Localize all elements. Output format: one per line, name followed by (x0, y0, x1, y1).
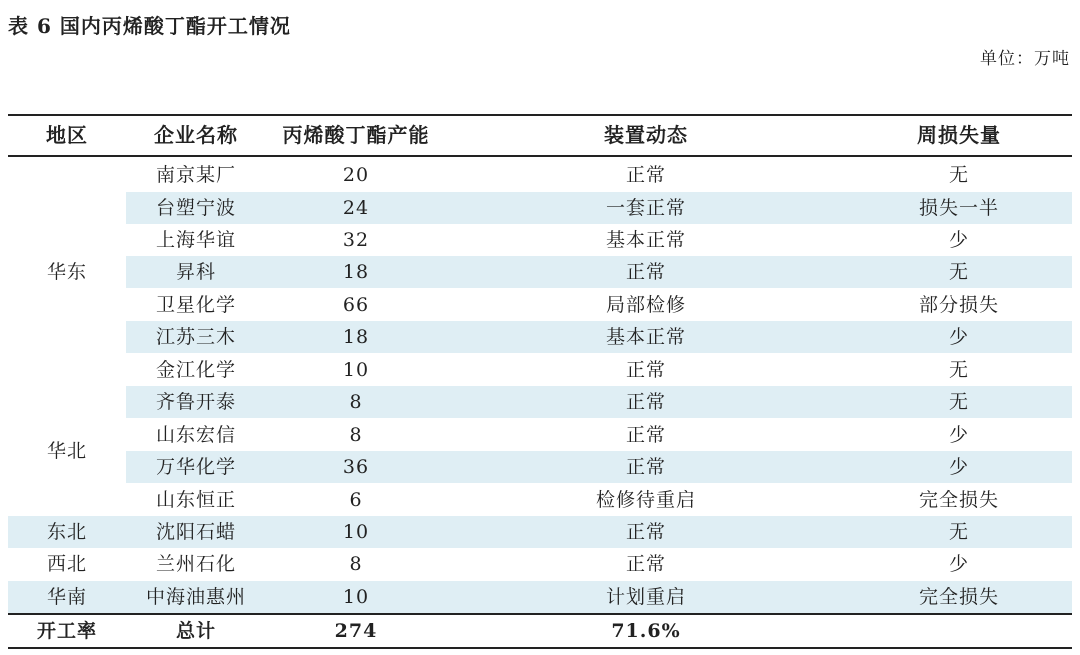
header-capacity: 丙烯酸丁酯产能 (282, 123, 430, 147)
status-cell: 正常 (625, 359, 666, 381)
company-cell: 山东宏信 (155, 424, 236, 446)
capacity-cell: 20 (342, 164, 370, 186)
company-cell: 南京某厂 (155, 164, 236, 186)
capacity-cell: 18 (342, 261, 370, 283)
table-title: 表 6 国内丙烯酸丁酯开工情况 (8, 14, 291, 38)
company-cell: 中海油惠州 (145, 586, 246, 608)
capacity-cell: 8 (349, 553, 363, 575)
loss-cell: 少 (948, 553, 969, 575)
capacity-cell: 8 (349, 391, 363, 413)
total-capacity: 274 (334, 620, 378, 642)
loss-cell: 部分损失 (918, 294, 999, 316)
company-cell: 万华化学 (155, 456, 236, 478)
company-cell: 金江化学 (155, 359, 236, 381)
loss-cell: 无 (948, 391, 969, 413)
region-huabei: 华北 (46, 440, 87, 462)
capacity-cell: 6 (349, 489, 363, 511)
status-cell: 一套正常 (605, 197, 686, 219)
company-cell: 山东恒正 (155, 489, 236, 511)
capacity-cell: 10 (342, 586, 370, 608)
capacity-cell: 10 (342, 521, 370, 543)
utilization-label: 开工率 (36, 620, 97, 642)
loss-cell: 少 (948, 326, 969, 348)
header-status: 装置动态 (604, 123, 688, 147)
loss-cell: 损失一半 (918, 197, 999, 219)
bottom-rule (8, 647, 1072, 649)
region-huanan: 华南 (46, 586, 87, 608)
company-cell: 齐鲁开泰 (155, 391, 236, 413)
utilization-rate: 71.6% (611, 620, 681, 642)
company-cell: 上海华谊 (155, 229, 236, 251)
header-company: 企业名称 (154, 123, 238, 147)
status-cell: 检修待重启 (595, 489, 696, 511)
loss-cell: 完全损失 (918, 489, 999, 511)
loss-cell: 无 (948, 359, 969, 381)
region-xibei: 西北 (46, 553, 87, 575)
status-cell: 正常 (625, 553, 666, 575)
capacity-cell: 66 (342, 294, 370, 316)
status-cell: 局部检修 (605, 294, 686, 316)
loss-cell: 少 (948, 229, 969, 251)
status-cell: 计划重启 (605, 586, 686, 608)
status-cell: 正常 (625, 164, 666, 186)
status-cell: 正常 (625, 261, 666, 283)
company-cell: 兰州石化 (155, 553, 236, 575)
loss-cell: 无 (948, 261, 969, 283)
capacity-cell: 36 (342, 456, 370, 478)
status-cell: 正常 (625, 456, 666, 478)
header-rule (8, 155, 1072, 157)
status-cell: 正常 (625, 424, 666, 446)
loss-cell: 少 (948, 424, 969, 446)
status-cell: 正常 (625, 391, 666, 413)
company-cell: 昇科 (175, 261, 216, 283)
company-cell: 台塑宁波 (155, 197, 236, 219)
loss-cell: 少 (948, 456, 969, 478)
loss-cell: 完全损失 (918, 586, 999, 608)
capacity-cell: 10 (342, 359, 370, 381)
capacity-cell: 8 (349, 424, 363, 446)
capacity-cell: 18 (342, 326, 370, 348)
header-loss: 周损失量 (917, 123, 1001, 147)
company-cell: 卫星化学 (155, 294, 236, 316)
loss-cell: 无 (948, 521, 969, 543)
header-region: 地区 (46, 123, 88, 147)
company-cell: 江苏三木 (155, 326, 236, 348)
status-cell: 基本正常 (605, 326, 686, 348)
region-dongbei: 东北 (46, 521, 87, 543)
region-huadong: 华东 (46, 261, 87, 283)
unit-label: 单位：万吨 (980, 49, 1070, 69)
loss-cell: 无 (948, 164, 969, 186)
capacity-cell: 24 (342, 197, 370, 219)
capacity-cell: 32 (342, 229, 370, 251)
status-cell: 基本正常 (605, 229, 686, 251)
company-cell: 沈阳石蜡 (155, 521, 236, 543)
total-label: 总计 (175, 620, 216, 642)
status-cell: 正常 (625, 521, 666, 543)
